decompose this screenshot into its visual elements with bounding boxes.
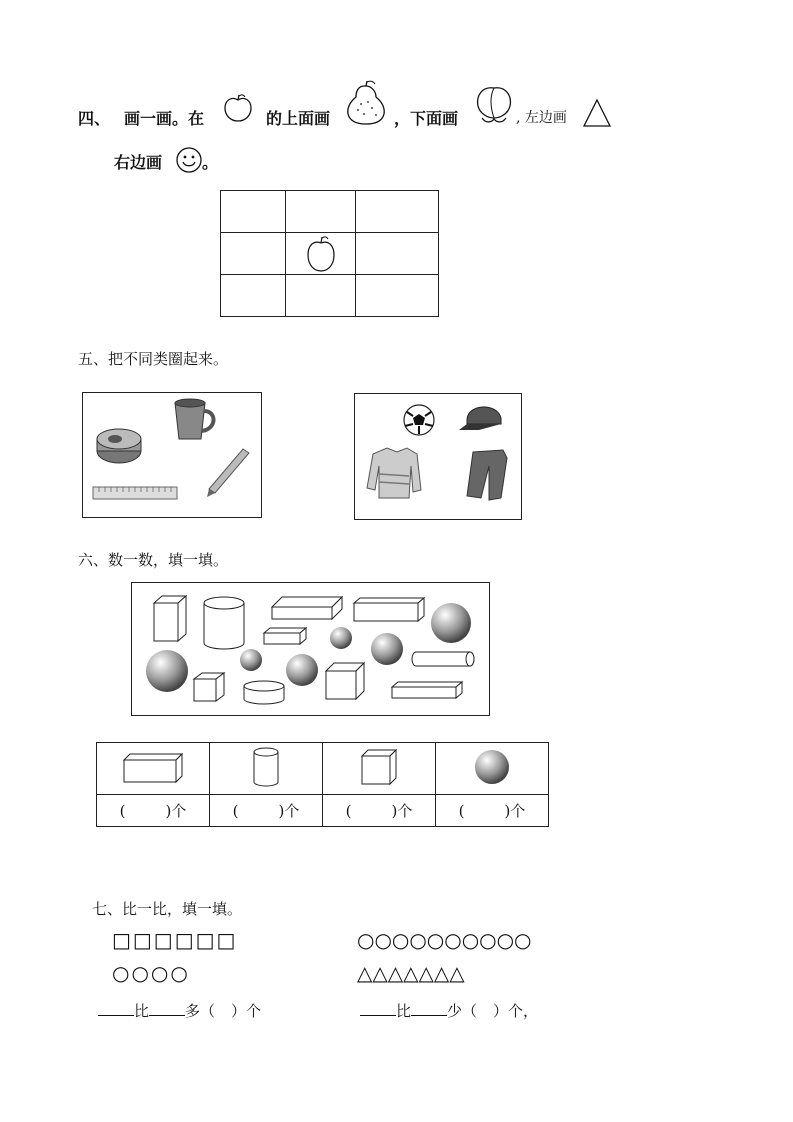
count-header-cuboid bbox=[97, 743, 210, 795]
left-compare-line: 比 多（ ）个 bbox=[98, 1000, 261, 1021]
section4-label: 四、 bbox=[78, 109, 111, 128]
count-cell-cylinder[interactable]: ( )个 bbox=[210, 795, 323, 827]
blank-2[interactable] bbox=[149, 1001, 185, 1016]
apple-icon bbox=[306, 235, 336, 273]
section4-title-part1: 画一画。在 bbox=[124, 109, 205, 128]
cuboid-shape bbox=[354, 598, 424, 621]
left-row-squares: □□□□□□ bbox=[112, 928, 238, 952]
pencil-icon bbox=[207, 449, 249, 497]
drawing-grid bbox=[220, 190, 439, 317]
sphere-shape bbox=[371, 633, 403, 665]
cube-shape bbox=[194, 673, 224, 701]
section7-title: 七、比一比，填一填。 bbox=[92, 900, 243, 918]
cylinder-shape bbox=[412, 652, 474, 666]
count-header-cylinder bbox=[210, 743, 323, 795]
smiley-icon bbox=[175, 146, 203, 174]
cuboid-shape bbox=[272, 597, 342, 619]
grid-cell-bottom-center[interactable] bbox=[286, 275, 356, 317]
pencil-sharpener-icon bbox=[97, 429, 141, 463]
right-row-triangles: △△△△△△△ bbox=[357, 961, 465, 985]
sphere-shape bbox=[240, 649, 262, 671]
left-row-circles: ○○○○ bbox=[112, 961, 190, 985]
classify-box-1[interactable] bbox=[82, 392, 262, 518]
section4-line2-part2: 。 bbox=[202, 153, 219, 172]
grid-cell-top-right[interactable] bbox=[356, 191, 439, 233]
count-header-sphere bbox=[436, 743, 549, 795]
sweater-icon bbox=[367, 448, 421, 498]
count-cell-sphere[interactable]: ( )个 bbox=[436, 795, 549, 827]
blank-3[interactable] bbox=[360, 1001, 396, 1016]
ruler-icon bbox=[93, 487, 177, 499]
cap-icon bbox=[459, 407, 501, 430]
sphere-shape bbox=[431, 603, 471, 643]
cube-shape bbox=[326, 663, 364, 699]
sphere-shape bbox=[146, 650, 188, 692]
cube-icon bbox=[356, 744, 402, 790]
cuboid-shape bbox=[264, 628, 306, 644]
cuboid-icon bbox=[118, 748, 188, 786]
cylinder-shape bbox=[244, 681, 284, 704]
section6-title: 六、数一数，填一填。 bbox=[78, 551, 229, 569]
blank-4[interactable] bbox=[411, 1001, 447, 1016]
pear-icon bbox=[344, 80, 388, 126]
section4-title-part4: , 左边画 bbox=[516, 110, 567, 126]
right-row-circles: ○○○○○○○○○○ bbox=[357, 928, 532, 952]
count-cell-cuboid[interactable]: ( )个 bbox=[97, 795, 210, 827]
grid-cell-middle-right[interactable] bbox=[356, 233, 439, 275]
section4-title-part2: 的上面画 bbox=[266, 109, 331, 128]
count-header-cube bbox=[323, 743, 436, 795]
cuboid-shape bbox=[392, 682, 462, 698]
sphere-icon bbox=[472, 747, 512, 787]
sphere-shape bbox=[286, 654, 318, 686]
soccer-ball-icon bbox=[404, 405, 434, 435]
section4-title-part3: ，下面画 bbox=[394, 109, 459, 128]
grid-cell-top-center[interactable] bbox=[286, 191, 356, 233]
count-table bbox=[96, 742, 549, 827]
right-compare-line: 比 少（ ）个， bbox=[360, 1000, 538, 1021]
classify-box-2[interactable] bbox=[354, 393, 522, 520]
grid-cell-top-left[interactable] bbox=[221, 191, 286, 233]
cylinder-shape bbox=[204, 597, 244, 649]
peach-icon bbox=[472, 82, 516, 126]
triangle-icon bbox=[582, 98, 612, 128]
grid-cell-center bbox=[286, 233, 356, 275]
cylinder-icon bbox=[246, 744, 286, 790]
grid-cell-bottom-left[interactable] bbox=[221, 275, 286, 317]
cup-icon bbox=[175, 399, 214, 439]
count-cell-cube[interactable]: ( )个 bbox=[323, 795, 436, 827]
section5-title: 五、把不同类圈起来。 bbox=[78, 350, 229, 368]
grid-cell-bottom-right[interactable] bbox=[356, 275, 439, 317]
shapes-box bbox=[131, 582, 490, 716]
apple-icon bbox=[222, 92, 254, 124]
cuboid-shape bbox=[154, 596, 186, 641]
trousers-icon bbox=[467, 450, 507, 500]
grid-cell-middle-left[interactable] bbox=[221, 233, 286, 275]
sphere-shape bbox=[330, 627, 352, 649]
blank-1[interactable] bbox=[98, 1001, 134, 1016]
section4-line2-part1: 右边画 bbox=[114, 153, 163, 172]
